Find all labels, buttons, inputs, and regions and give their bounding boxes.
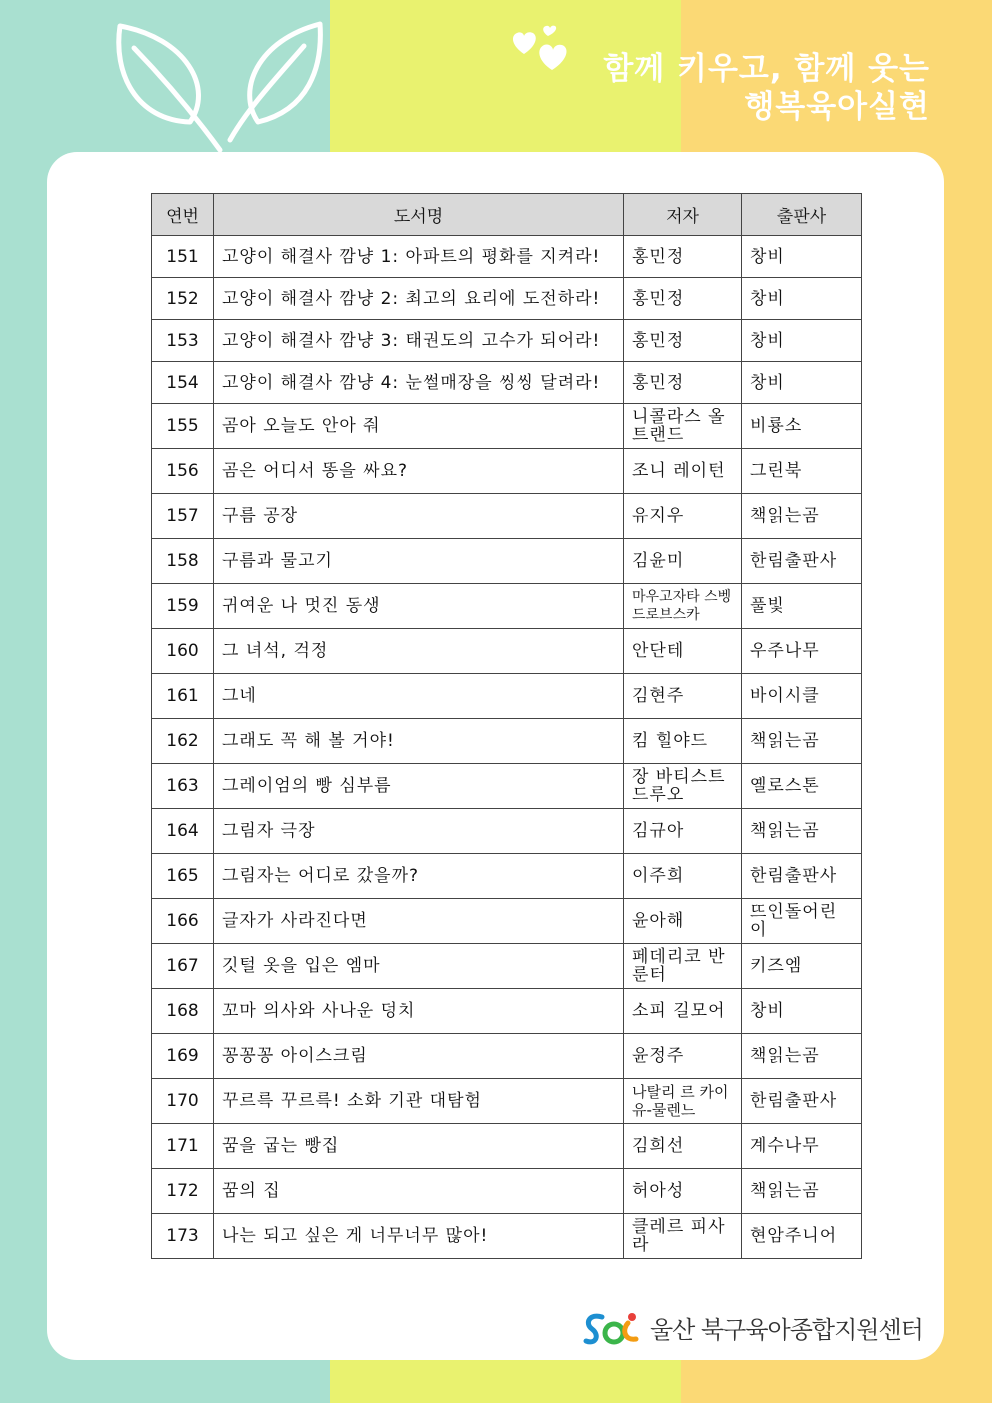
header-publisher: 출판사	[742, 194, 862, 236]
cell-number: 164	[152, 809, 214, 854]
cell-author: 김현주	[624, 674, 742, 719]
cell-number: 172	[152, 1169, 214, 1214]
cell-number: 165	[152, 854, 214, 899]
cell-title: 그림자는 어디로 갔을까?	[214, 854, 624, 899]
slogan-line-2: 행복육아실현	[744, 89, 930, 125]
table-row	[152, 899, 862, 944]
cell-number: 170	[152, 1079, 214, 1124]
cell-number: 171	[152, 1124, 214, 1169]
cell-author: 킴 힐야드	[624, 719, 742, 764]
cell-publisher: 계수나무	[742, 1124, 862, 1169]
cell-title: 꾸르륵 꾸르륵! 소화 기관 대탐험	[214, 1079, 624, 1124]
cell-number: 163	[152, 764, 214, 809]
cell-title: 고양이 해결사 깜냥 3: 태권도의 고수가 되어라!	[214, 320, 624, 362]
table-row	[152, 989, 862, 1034]
cell-publisher: 창비	[742, 320, 862, 362]
cell-number: 160	[152, 629, 214, 674]
table-row	[152, 629, 862, 674]
cell-author: 소피 길모어	[624, 989, 742, 1034]
cell-number: 156	[152, 449, 214, 494]
cell-title: 그림자 극장	[214, 809, 624, 854]
table-row	[152, 278, 862, 320]
cell-author: 유지우	[624, 494, 742, 539]
cell-title: 꿈을 굽는 빵집	[214, 1124, 624, 1169]
cell-publisher: 한림출판사	[742, 854, 862, 899]
table-row	[152, 236, 862, 278]
cell-author: 니콜라스 올트랜드	[624, 404, 742, 449]
cell-publisher: 바이시클	[742, 674, 862, 719]
slogan-line-1: 함께 키우고, 함께 웃는	[603, 51, 930, 87]
book-list-table	[151, 193, 862, 1259]
table-row	[152, 584, 862, 629]
cell-publisher: 창비	[742, 278, 862, 320]
cell-author: 페데리코 반 룬터	[624, 944, 742, 989]
cell-publisher: 책읽는곰	[742, 809, 862, 854]
table-row	[152, 809, 862, 854]
cell-author: 윤정주	[624, 1034, 742, 1079]
cell-author: 조니 레이턴	[624, 449, 742, 494]
organization-name: 울산 북구육아종합지원센터	[650, 1316, 923, 1344]
cell-number: 161	[152, 674, 214, 719]
table-row	[152, 320, 862, 362]
table-row	[152, 1124, 862, 1169]
cell-author: 장 바티스트 드루오	[624, 764, 742, 809]
header-title: 도서명	[214, 194, 624, 236]
cell-title: 나는 되고 싶은 게 너무너무 많아!	[214, 1214, 624, 1259]
cell-number: 151	[152, 236, 214, 278]
center-logo-icon	[582, 1309, 642, 1349]
cell-title: 구름 공장	[214, 494, 624, 539]
cell-number: 168	[152, 989, 214, 1034]
table-row	[152, 1214, 862, 1259]
cell-publisher: 창비	[742, 236, 862, 278]
cell-title: 귀여운 나 멋진 동생	[214, 584, 624, 629]
cell-title: 꿈의 집	[214, 1169, 624, 1214]
table-row	[152, 944, 862, 989]
cell-title: 그래도 꼭 해 볼 거야!	[214, 719, 624, 764]
cell-publisher: 키즈엠	[742, 944, 862, 989]
cell-title: 그레이엄의 빵 심부름	[214, 764, 624, 809]
cell-title: 구름과 물고기	[214, 539, 624, 584]
cell-number: 158	[152, 539, 214, 584]
cell-author: 이주희	[624, 854, 742, 899]
cell-number: 169	[152, 1034, 214, 1079]
cell-author: 클레르 피사라	[624, 1214, 742, 1259]
slogan	[603, 50, 930, 126]
cell-author: 홍민정	[624, 236, 742, 278]
cell-number: 155	[152, 404, 214, 449]
table-row	[152, 764, 862, 809]
table-row	[152, 449, 862, 494]
table-row	[152, 404, 862, 449]
table-row	[152, 1034, 862, 1079]
cell-publisher: 책읽는곰	[742, 1034, 862, 1079]
cell-title: 그네	[214, 674, 624, 719]
table-row	[152, 674, 862, 719]
table-row	[152, 494, 862, 539]
cell-publisher: 책읽는곰	[742, 719, 862, 764]
table-header-row	[152, 194, 862, 236]
cell-title: 깃털 옷을 입은 엠마	[214, 944, 624, 989]
cell-title: 꼬마 의사와 사나운 덩치	[214, 989, 624, 1034]
cell-publisher: 창비	[742, 989, 862, 1034]
cell-author: 김희선	[624, 1124, 742, 1169]
cell-number: 173	[152, 1214, 214, 1259]
heart-icon	[508, 24, 570, 74]
cell-author: 홍민정	[624, 320, 742, 362]
cell-author: 안단테	[624, 629, 742, 674]
cell-number: 159	[152, 584, 214, 629]
cell-author: 홍민정	[624, 278, 742, 320]
cell-author: 김윤미	[624, 539, 742, 584]
cell-number: 157	[152, 494, 214, 539]
table-row	[152, 854, 862, 899]
table-row	[152, 539, 862, 584]
cell-author: 허아성	[624, 1169, 742, 1214]
table-row	[152, 719, 862, 764]
cell-title: 곰은 어디서 똥을 싸요?	[214, 449, 624, 494]
cell-number: 152	[152, 278, 214, 320]
table-row	[152, 362, 862, 404]
cell-publisher: 한림출판사	[742, 539, 862, 584]
cell-publisher: 풀빛	[742, 584, 862, 629]
cell-author: 나탈리 르 카이유-물렌느	[624, 1079, 742, 1124]
cell-author: 홍민정	[624, 362, 742, 404]
cell-number: 153	[152, 320, 214, 362]
cell-number: 162	[152, 719, 214, 764]
cell-title: 고양이 해결사 깜냥 4: 눈썰매장을 씽씽 달려라!	[214, 362, 624, 404]
cell-publisher: 현암주니어	[742, 1214, 862, 1259]
cell-number: 167	[152, 944, 214, 989]
cell-author: 윤아해	[624, 899, 742, 944]
cell-title: 글자가 사라진다면	[214, 899, 624, 944]
cell-publisher: 한림출판사	[742, 1079, 862, 1124]
table-row	[152, 1169, 862, 1214]
header-number: 연번	[152, 194, 214, 236]
cell-title: 고양이 해결사 깜냥 2: 최고의 요리에 도전하라!	[214, 278, 624, 320]
cell-publisher: 책읽는곰	[742, 494, 862, 539]
cell-title: 곰아 오늘도 안아 줘	[214, 404, 624, 449]
cell-publisher: 비룡소	[742, 404, 862, 449]
cell-publisher: 창비	[742, 362, 862, 404]
cell-publisher: 옐로스톤	[742, 764, 862, 809]
cell-publisher: 책읽는곰	[742, 1169, 862, 1214]
leaf-icon	[108, 18, 338, 158]
cell-number: 154	[152, 362, 214, 404]
cell-title: 그 녀석, 걱정	[214, 629, 624, 674]
header-author: 저자	[624, 194, 742, 236]
cell-number: 166	[152, 899, 214, 944]
cell-publisher: 뜨인돌어린이	[742, 899, 862, 944]
cell-publisher: 그린북	[742, 449, 862, 494]
cell-title: 고양이 해결사 깜냥 1: 아파트의 평화를 지켜라!	[214, 236, 624, 278]
cell-publisher: 우주나무	[742, 629, 862, 674]
cell-author: 김규아	[624, 809, 742, 854]
cell-author: 마우고자타 스벵드로브스카	[624, 584, 742, 629]
cell-title: 꽁꽁꽁 아이스크림	[214, 1034, 624, 1079]
table-row	[152, 1079, 862, 1124]
